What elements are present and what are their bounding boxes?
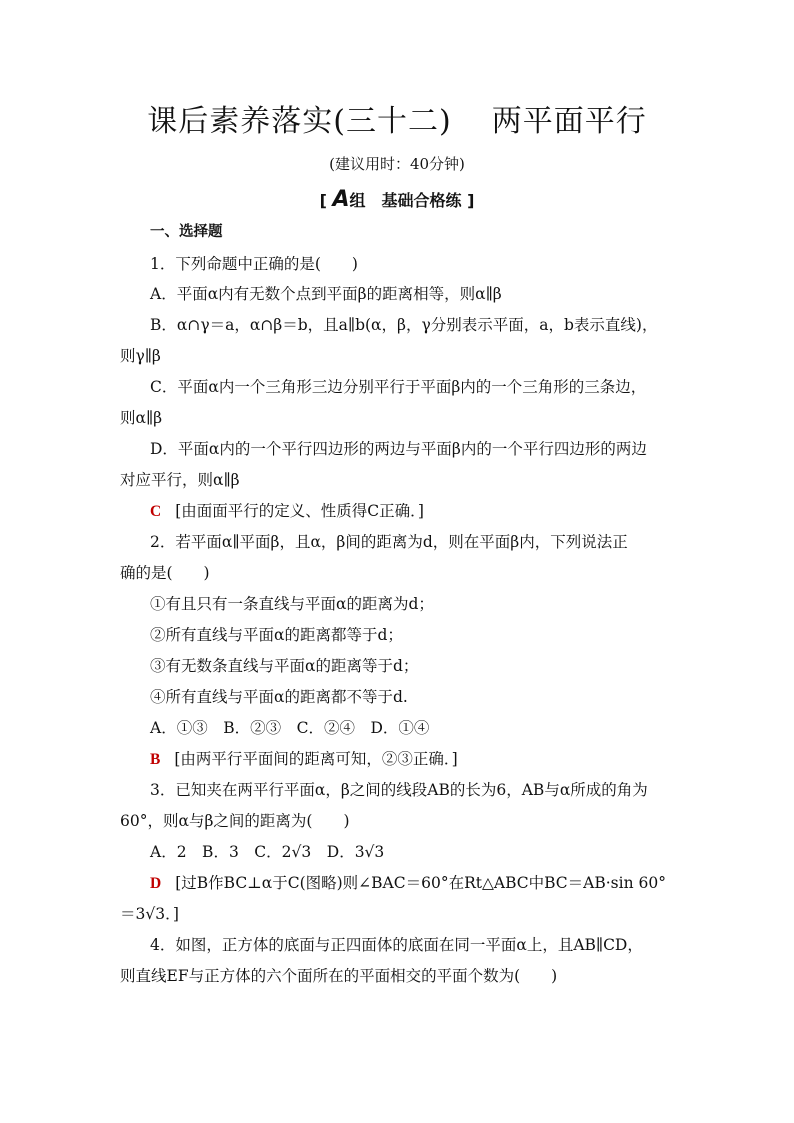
- option-1c-line2: 则α∥β: [120, 409, 163, 427]
- answer-3-explanation: [过B作BC⊥α于C(图略)则∠BAC＝60°在Rt△ABC中BC＝AB·sin 60°: [175, 874, 666, 892]
- answer-1: [150, 501, 424, 522]
- option-1d-line2: 对应平行，则α∥β: [120, 471, 240, 489]
- question-1: 1．下列命题中正确的是( ): [150, 255, 358, 273]
- choices-3: A．2 B．3 C．2√3 D．3√3: [150, 843, 385, 861]
- group-letter: A: [332, 187, 350, 212]
- group-heading: [0, 187, 794, 212]
- option-1d-line1: D．平面α内的一个平行四边形的两边与平面β内的一个平行四边形的两边: [150, 440, 647, 458]
- statement-2-1: ①有且只有一条直线与平面α的距离为d；: [150, 595, 434, 613]
- statement-2-2: ②所有直线与平面α的距离都等于d；: [150, 626, 403, 644]
- question-3-line1: 3．已知夹在两平行平面α，β之间的线段AB的长为6，AB与α所成的角为: [150, 781, 648, 799]
- suggested-time: (建议用时：40分钟): [329, 155, 465, 173]
- section-heading: 一、选择题: [150, 224, 223, 240]
- option-1b-line2: 则γ∥β: [120, 347, 161, 365]
- group-label: 组 基础合格练: [349, 191, 462, 210]
- option-1c-line1: C．平面α内一个三角形三边分别平行于平面β内的一个三角形的三条边，: [150, 378, 647, 396]
- answer-2-explanation: [由两平行平面间的距离可知，②③正确．]: [174, 750, 458, 768]
- page-title: [0, 96, 794, 140]
- title-main: 课后素养落实(三十二): [147, 104, 452, 139]
- answer-1-explanation: [由面面平行的定义、性质得C正确．]: [175, 502, 424, 520]
- answer-2-letter: B: [150, 751, 161, 768]
- answer-3-letter: D: [150, 875, 162, 892]
- question-4-line1: 4．如图，正方体的底面与正四面体的底面在同一平面α上，且AB∥CD，: [150, 936, 643, 954]
- answer-2: [150, 749, 458, 770]
- answer-1-letter: C: [150, 503, 162, 520]
- option-1a: A．平面α内有无数个点到平面β的距离相等，则α∥β: [150, 285, 502, 303]
- bracket-close: ]: [467, 191, 475, 210]
- answer-3-line1: [150, 873, 666, 894]
- bracket-open: [: [319, 191, 327, 210]
- answer-3-line2: ＝3√3．]: [120, 905, 179, 923]
- question-3-line2: 60°，则α与β之间的距离为( ): [120, 812, 350, 830]
- question-4-line2: 则直线EF与正方体的六个面所在的平面相交的平面个数为( ): [120, 967, 558, 985]
- choices-2: A．①③ B．②③ C．②④ D．①④: [150, 719, 430, 737]
- question-2-line2: 确的是( ): [120, 564, 210, 582]
- option-1b-line1: B．α∩γ＝a，α∩β＝b，且a∥b(α，β，γ分别表示平面，a，b表示直线)，: [150, 316, 658, 334]
- statement-2-3: ③有无数条直线与平面α的距离等于d；: [150, 657, 419, 675]
- question-2-line1: 2．若平面α∥平面β，且α，β间的距离为d，则在平面β内，下列说法正: [150, 533, 628, 551]
- title-topic: 两平面平行: [491, 104, 647, 139]
- statement-2-4: ④所有直线与平面α的距离都不等于d.: [150, 688, 408, 706]
